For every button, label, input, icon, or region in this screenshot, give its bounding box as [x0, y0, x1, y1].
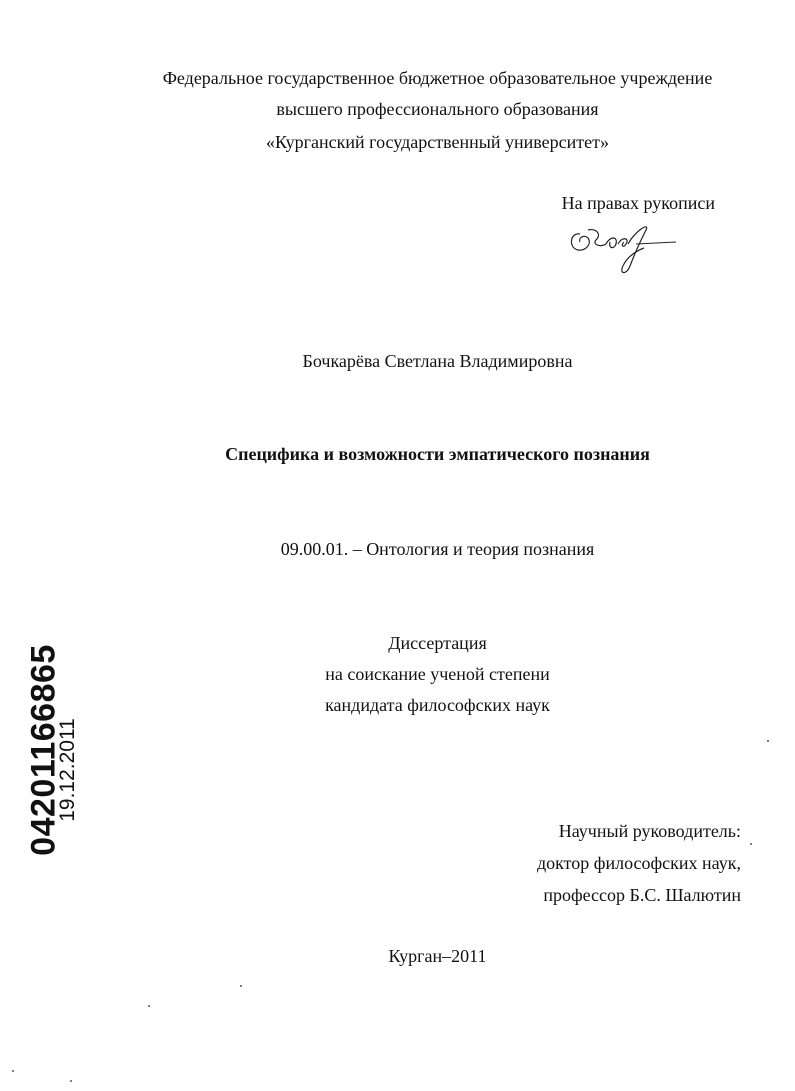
- library-stamp-date: 19.12.2011: [56, 718, 79, 822]
- scan-speck: [148, 1005, 150, 1007]
- supervisor-line-3: профессор Б.С. Шалютин: [543, 885, 741, 905]
- scan-speck: [70, 1080, 72, 1082]
- supervisor-line-1: Научный руководитель:: [558, 821, 741, 841]
- scan-speck: [240, 985, 242, 987]
- scan-speck: [767, 740, 769, 742]
- dissertation-title: Специфика и возможности эмпатического познания: [225, 444, 650, 464]
- institution-line-3: «Курганский государственный университет»: [265, 132, 610, 152]
- institution-line-2: высшего профессионального образования: [276, 99, 599, 119]
- degree-line-2: на соискание ученой степени: [325, 664, 550, 684]
- degree-line-1: Диссертация: [388, 633, 487, 653]
- author-signature: [566, 220, 678, 280]
- supervisor-line-2: доктор философских наук,: [537, 853, 741, 873]
- library-stamp-number: 04201166865: [24, 644, 63, 856]
- scan-speck: [12, 1070, 14, 1072]
- institution-line-1: Федеральное государственное бюджетное образовательное учреждение: [162, 68, 713, 88]
- degree-line-3: кандидата философских наук: [325, 695, 550, 715]
- author-name: Бочкарёва Светлана Владимировна: [302, 351, 573, 371]
- specialty-code: 09.00.01. – Онтология и теория познания: [280, 539, 595, 559]
- manuscript-rights-note: На правах рукописи: [561, 193, 715, 213]
- place-year: Курган–2011: [388, 946, 487, 966]
- scan-speck: [750, 843, 752, 845]
